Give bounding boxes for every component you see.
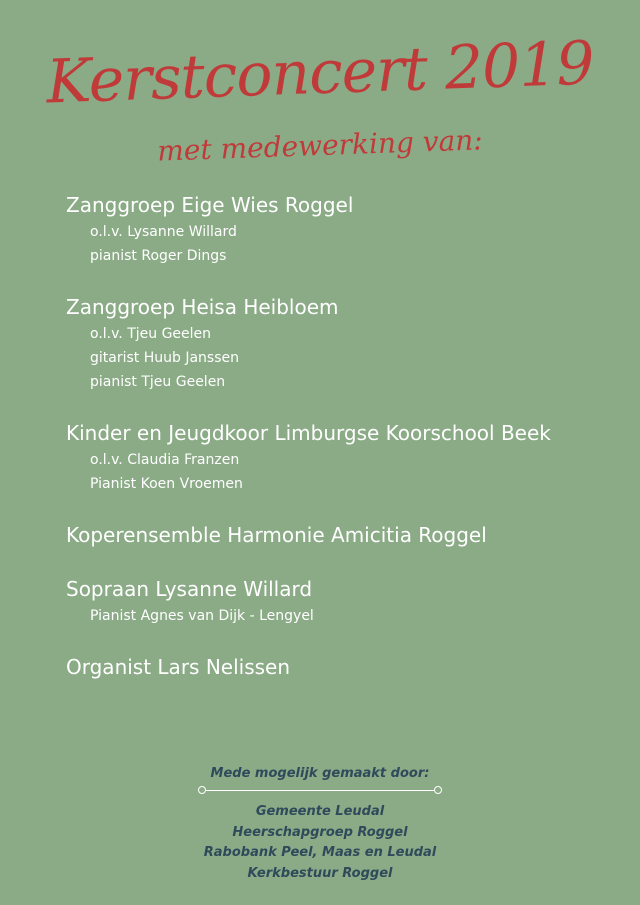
performer-detail: pianist Roger Dings <box>90 248 227 264</box>
performer-group <box>66 292 626 394</box>
performer-group <box>66 190 626 268</box>
divider-dot-icon <box>198 786 206 794</box>
performer-name: Zanggroep Eige Wies Roggel <box>66 193 354 217</box>
performer-detail: pianist Tjeu Geelen <box>90 374 226 390</box>
performer-name: Kinder en Jeugdkoor Limburgse Koorschool Beek <box>66 421 551 445</box>
performer-detail: o.l.v. Claudia Franzen <box>90 452 240 468</box>
credits-section <box>0 764 640 884</box>
performer-list <box>66 190 626 706</box>
performer-group <box>66 574 626 628</box>
divider-line <box>203 790 437 791</box>
performer-name: Organist Lars Nelissen <box>66 655 291 679</box>
performer-group <box>66 652 626 682</box>
performer-group <box>66 520 626 550</box>
sponsor-item: Heerschapgroep Roggel <box>232 824 408 840</box>
sponsor-item: Gemeente Leudal <box>255 804 385 819</box>
concert-subtitle: met medewerking van: <box>156 123 484 168</box>
sponsor-item: Rabobank Peel, Maas en Leudal <box>203 845 437 860</box>
divider-dot-icon <box>434 786 442 794</box>
sponsor-item: Kerkbestuur Roggel <box>247 865 393 881</box>
divider <box>198 786 442 796</box>
performer-group <box>66 418 626 496</box>
performer-name: Zanggroep Heisa Heibloem <box>66 295 339 319</box>
performer-name: Sopraan Lysanne Willard <box>66 577 313 601</box>
performer-detail: gitarist Huub Janssen <box>90 350 239 366</box>
performer-detail: o.l.v. Lysanne Willard <box>90 224 237 240</box>
credits-heading: Mede mogelijk gemaakt door: <box>210 766 430 781</box>
performer-detail: Pianist Agnes van Dijk - Lengyel <box>90 608 314 624</box>
performer-name: Koperensemble Harmonie Amicitia Roggel <box>66 523 487 547</box>
performer-detail: o.l.v. Tjeu Geelen <box>90 326 212 342</box>
performer-detail: Pianist Koen Vroemen <box>90 476 243 492</box>
concert-title: Kerstconcert 2019 <box>45 28 595 118</box>
